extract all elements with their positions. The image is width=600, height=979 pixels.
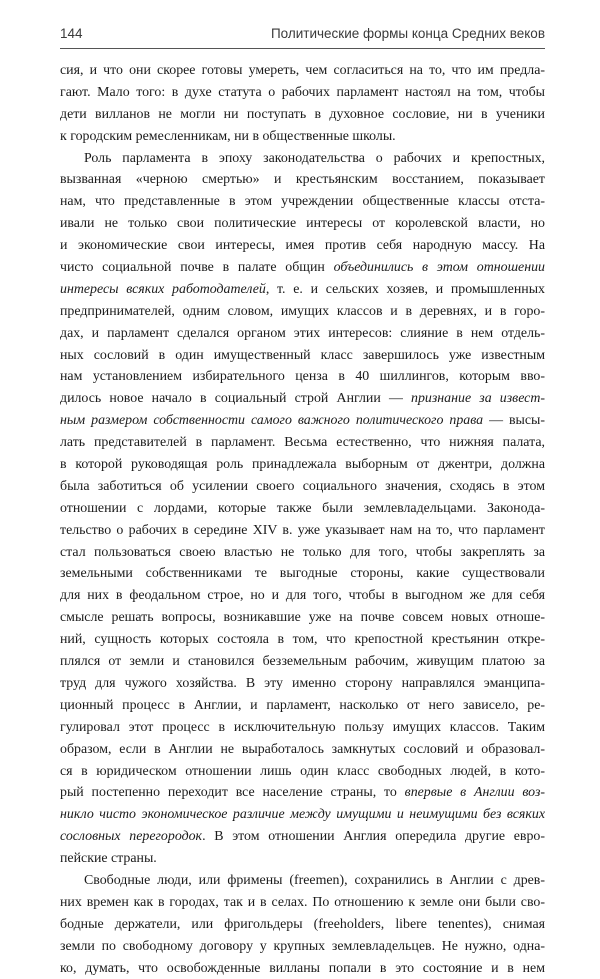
text-line: образом, если в Англии не выработалось замкнутых сословий и образовал- <box>60 741 545 757</box>
text-line: для них в феодальном строе, но и для того, чтобы в выгодном же для себя <box>60 588 545 604</box>
text-line: была заботиться об усилении своего социального значения, сходясь в этом <box>60 478 545 494</box>
text-line: ко, думать, что освобожденные вилланы попали в это состояние и в нем <box>60 960 545 976</box>
text-line: Свободные люди, или фримены (freemen), сохранились в Англии с древ- <box>84 872 545 888</box>
text-line: земли по свободному договору у крупных землевладельцев. Не нужно, одна- <box>60 938 545 954</box>
italic-run: никло чисто экономическое различие между имущими и неимущими без всяких <box>60 807 545 823</box>
text-line: сия, и что они скорее готовы умереть, чем согласиться на то, что им предла- <box>60 63 545 78</box>
text-line: гают. Мало того: в духе статута о рабочих парламент настоял на том, чтобы <box>60 84 545 100</box>
text-line: гулировал этот процесс в исключительную пользу имущих классов. Таким <box>60 719 545 735</box>
text-line: Роль парламента в эпоху законодательства о рабочих и крепостных, <box>84 150 545 166</box>
text-line: дети вилланов не могли ни поступать в духовное сословие, ни в ученики <box>60 106 545 122</box>
book-page <box>60 0 545 976</box>
text-line <box>60 279 545 301</box>
text-line: лать представителей в парламент. Весьма естественно, что нижняя палата, <box>60 435 545 451</box>
text-line: нам, что представленные в этом учреждении общественные классы отста- <box>60 194 545 210</box>
text-line: тельство о рабочих в середине XIV в. уже указывает нам на то, что парламент <box>60 522 545 538</box>
text-line: отношении с лордами, которые также были землевладельцами. Законода- <box>60 500 545 516</box>
text-run: чисто социальной почве в палате общин <box>60 260 334 276</box>
text-line <box>60 410 545 432</box>
text-line: дах, и парламент сделался органом этих интересов: слияние в нем отдель- <box>60 325 545 341</box>
text-line: пейские страны. <box>60 851 157 867</box>
text-line: к городским ремесленникам, ни в общественные школы. <box>60 128 396 144</box>
text-line: ся в юридическом отношении лишь один класс свободных людей, в кото- <box>60 763 545 779</box>
text-line <box>60 782 545 804</box>
italic-run: интересы всяких работодателей <box>60 281 266 297</box>
text-run: — высы- <box>483 413 545 429</box>
text-run: , т. е. и сельских хозяев, и промышленных <box>265 281 545 297</box>
text-line: ных сословий в один имущественный класс завершилось уже известным <box>60 347 545 363</box>
running-header <box>60 26 545 48</box>
italic-run: сословных перегородок <box>60 829 203 845</box>
text-run: . В этом отношении Англия опередила другие евро- <box>202 829 545 845</box>
body-text <box>60 60 545 979</box>
text-line: стал пользоваться своею властью не только для того, чтобы закреплять за <box>60 544 545 560</box>
text-line: плялся от земли и становился безземельным рабочим, живущим платою за <box>60 654 545 670</box>
text-line: труд для чужого хозяйства. В эту именно сторону направлялся эманципа- <box>60 675 545 691</box>
text-line: бодные держатели, или фригольдеры (freeholders, libere tenentes), снимая <box>60 916 545 932</box>
text-line: вызванная «черною смертью» и крестьянским восстанием, показывает <box>60 172 545 188</box>
text-line <box>60 826 545 848</box>
text-run: рый постепенно переходит все население страны, то <box>60 785 405 801</box>
page-number: 144 <box>60 26 83 41</box>
text-line: нам установлением избирательного ценза в 40 шиллингов, которым вво- <box>60 369 545 385</box>
text-line: ний, сущность которых состояла в том, что крепостной крестьянин откре- <box>60 632 545 648</box>
italic-run: объединились в этом отношении <box>333 260 545 276</box>
text-line <box>60 388 545 410</box>
text-line <box>60 804 545 826</box>
text-line: земельными собственниками те выгодные стороны, какие существовали <box>60 566 545 582</box>
text-line: них времен как в городах, так и в селах. По отношению к земле они были сво- <box>60 894 545 910</box>
text-line: в которой руководящая роль принадлежала выборным от джентри, должна <box>60 457 545 473</box>
text-line: ционный процесс в Англии, и парламент, насколько от него зависело, ре- <box>60 697 545 713</box>
text-line: ивали не только свои политические интересы от королевской власти, но <box>60 216 545 232</box>
text-line: смысле решать вопросы, возникавшие уже на почве совсем новых отноше- <box>60 610 545 626</box>
running-title: Политические формы конца Средних веков <box>270 26 545 41</box>
header-rule <box>60 48 545 49</box>
italic-run: признание за извест- <box>411 391 545 407</box>
text-line: и экономические свои интересы, имея против себя народную массу. На <box>60 238 545 254</box>
italic-run: ным размером собственности самого важного политического права <box>60 413 484 429</box>
text-line <box>60 257 545 279</box>
text-line: предпринимателей, одним словом, имущих классов и в деревнях, и в горо- <box>60 303 545 319</box>
text-run: дилось новое начало в социальный строй Англии — <box>60 391 412 407</box>
italic-run: впервые в Англии воз- <box>404 785 545 801</box>
